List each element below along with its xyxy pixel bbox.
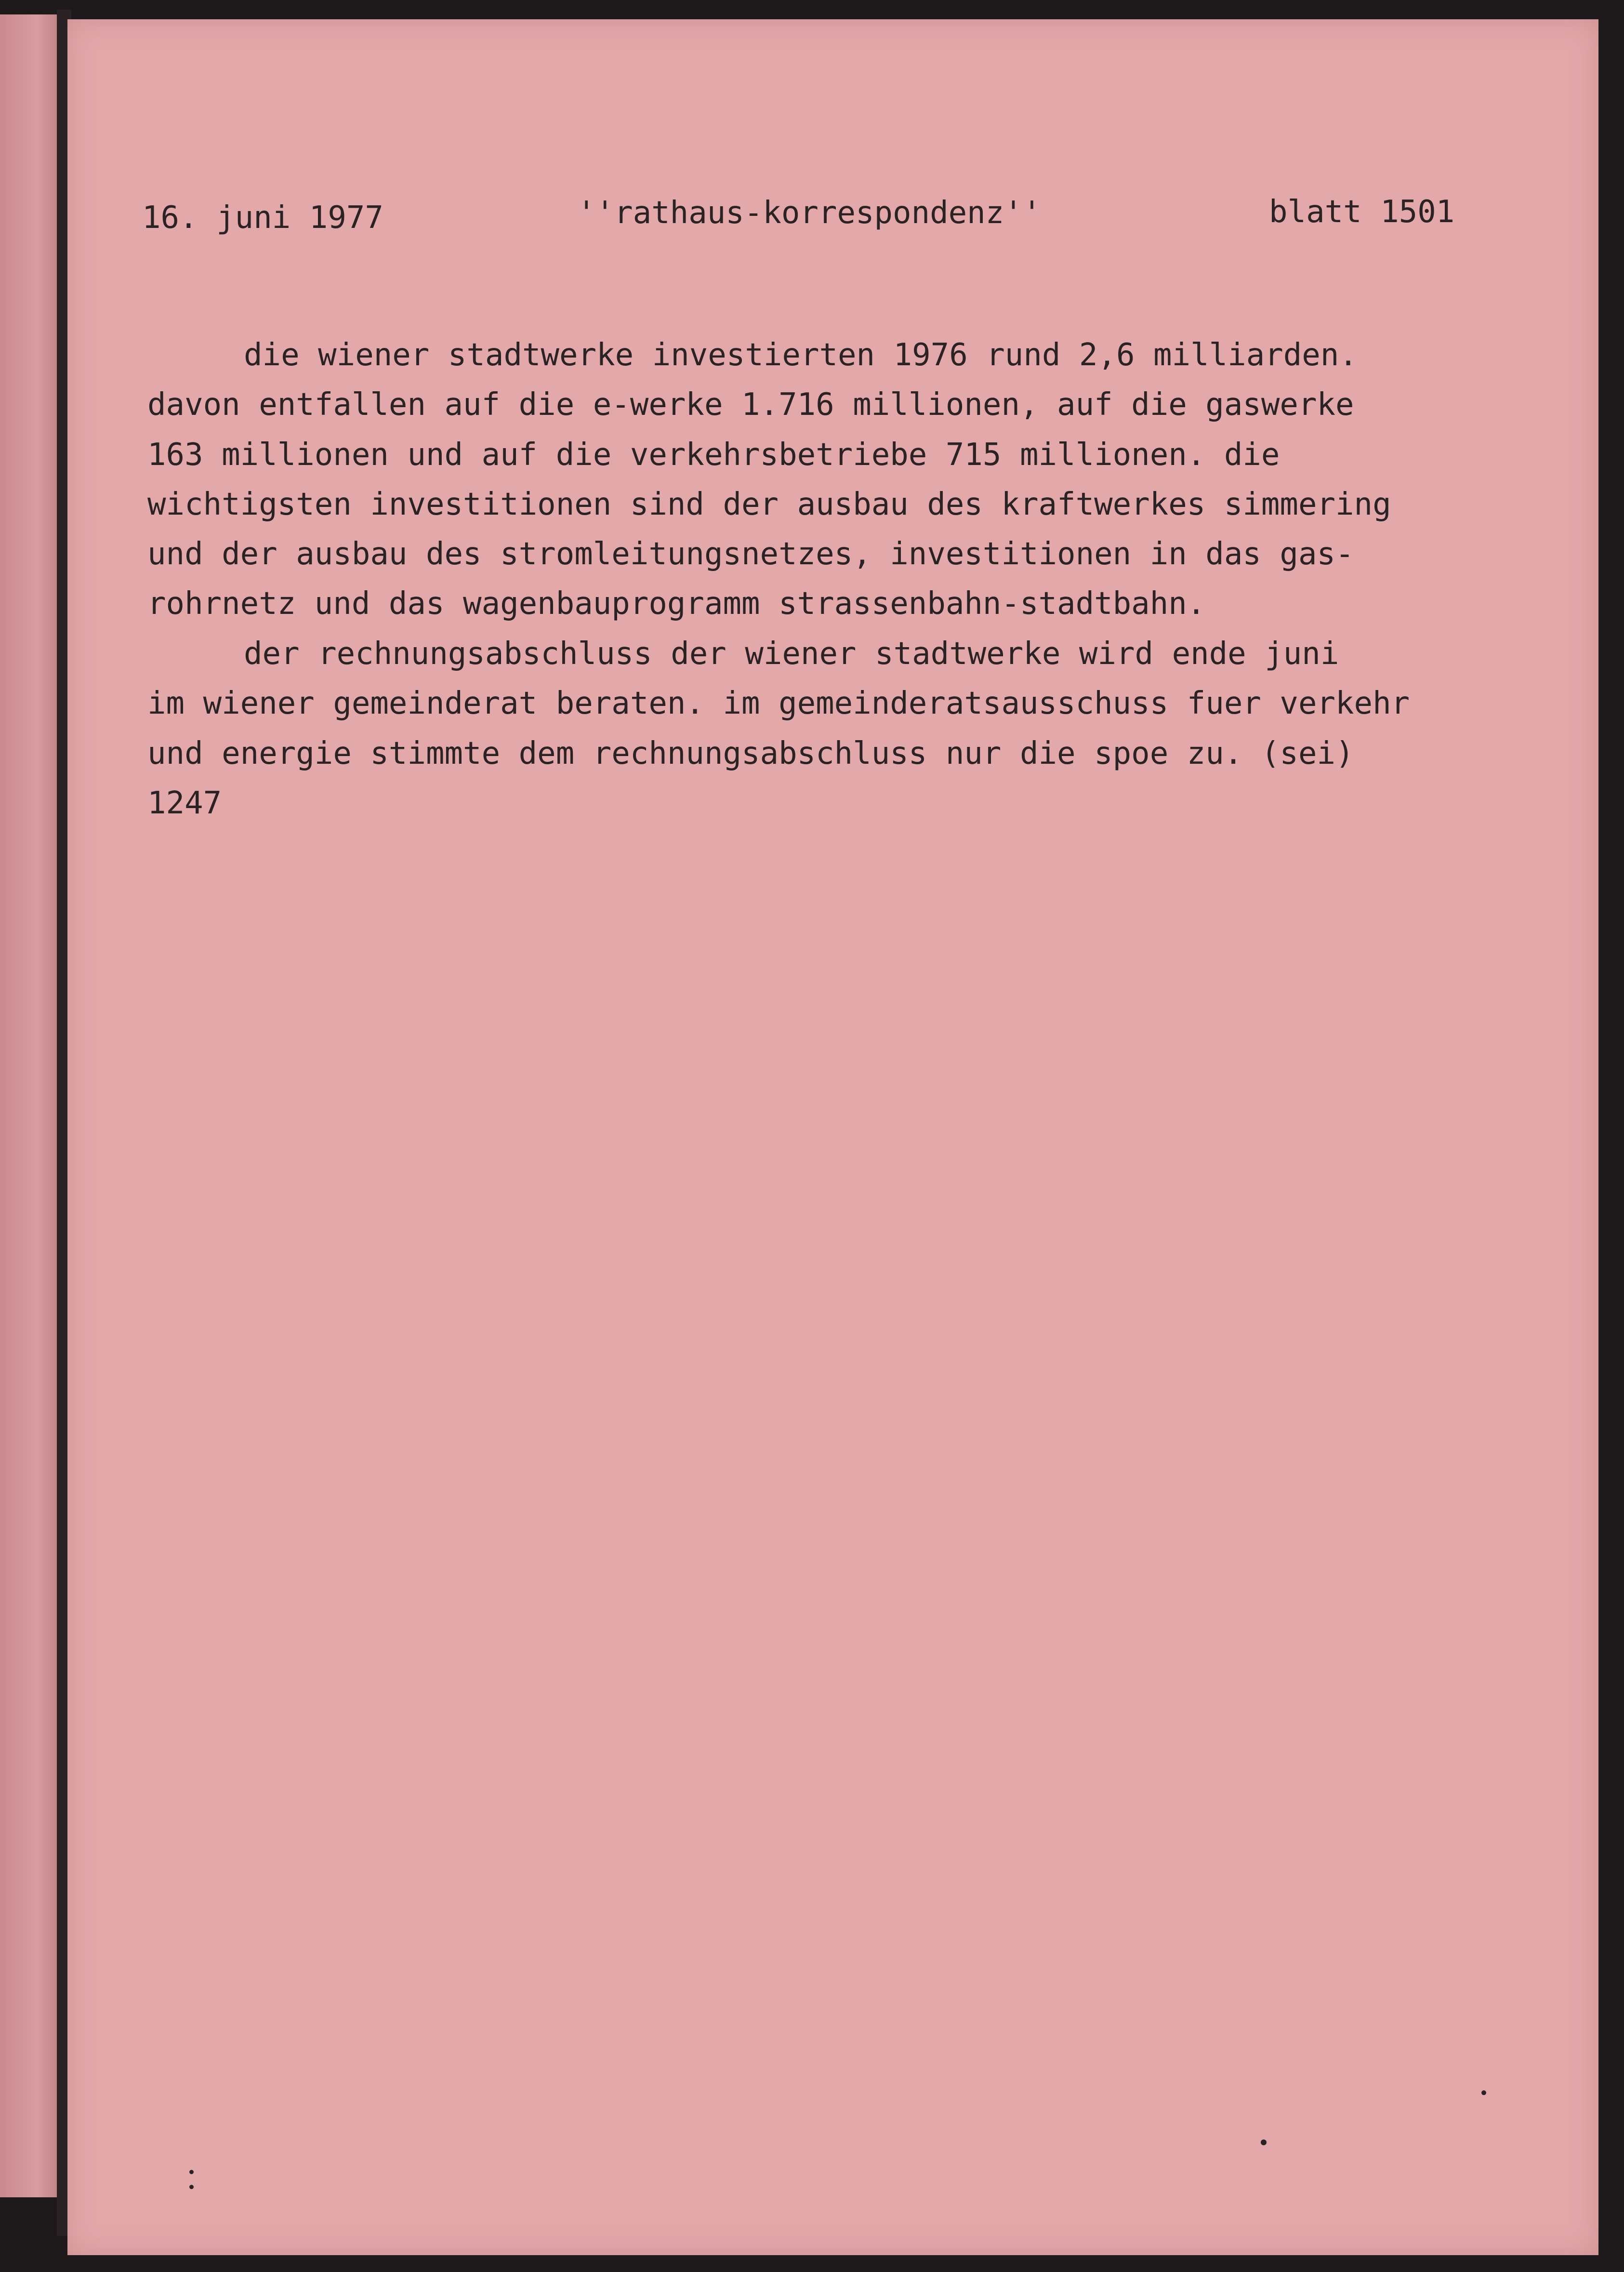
body-line: davon entfallen auf die e-werke 1.716 millionen, auf die gaswerke [147, 387, 1354, 423]
body-line: 163 millionen und auf die verkehrsbetriebe 715 millionen. die [147, 437, 1280, 473]
paper-speck [1261, 2139, 1267, 2145]
header-date: 16. juni 1977 [142, 200, 383, 236]
paper-speck [189, 2170, 194, 2174]
paper-speck [189, 2185, 194, 2189]
body-line: 1247 [147, 785, 222, 821]
body-line: wichtigsten investitionen sind der ausbau des kraftwerkes simmering [147, 487, 1391, 522]
body-line: im wiener gemeinderat beraten. im gemeinderatsausschuss fuer verkehr [147, 686, 1410, 721]
body-line: rohrnetz und das wagenbauprogramm strassenbahn-stadtbahn. [147, 586, 1206, 622]
header-publication: ''rathaus-korrespondenz'' [577, 195, 1042, 231]
paper-speck [1481, 2090, 1486, 2095]
header-sheet-number: blatt 1501 [1269, 194, 1455, 230]
body-line: die wiener stadtwerke investierten 1976 rund 2,6 milliarden. [244, 337, 1358, 373]
body-line: der rechnungsabschluss der wiener stadtwerke wird ende juni [244, 636, 1339, 672]
document-sheet [67, 19, 1598, 2255]
body-line: und energie stimmte dem rechnungsabschluss nur die spoe zu. (sei) [147, 736, 1354, 771]
body-line: und der ausbau des stromleitungsnetzes, investitionen in das gas- [147, 536, 1354, 572]
